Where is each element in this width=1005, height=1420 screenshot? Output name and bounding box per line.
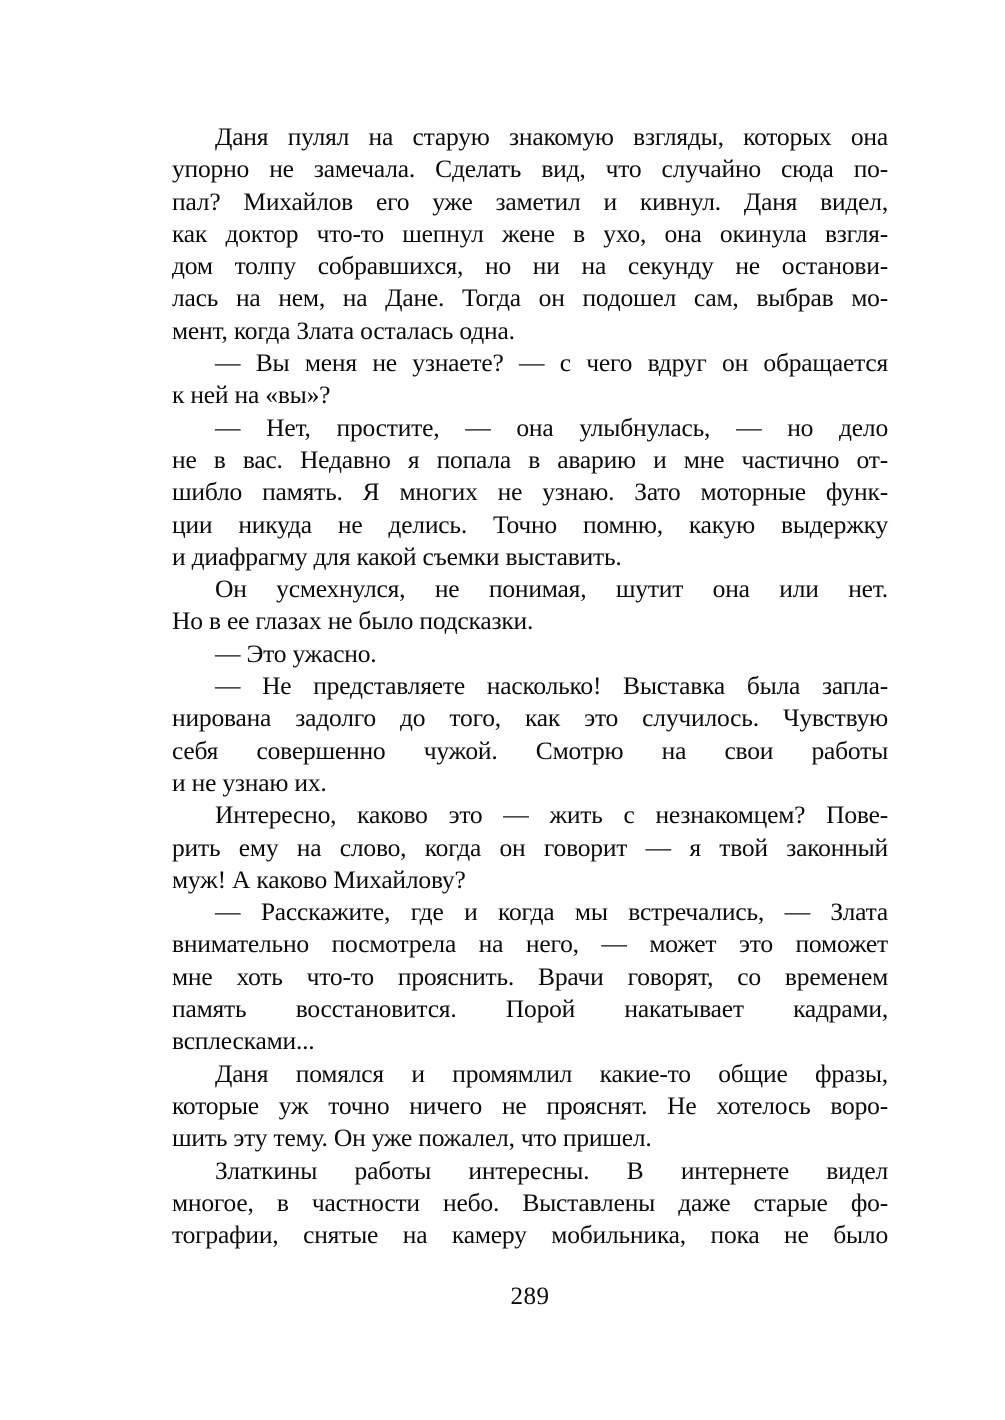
text-line: — Расскажите, где и когда мы встречались, — Злата <box>215 897 888 927</box>
text-line: — Вы меня не узнаете? — с чего вдруг он обращается <box>215 348 888 378</box>
paragraph <box>172 121 888 347</box>
text-line: упорно не замечала. Сделать вид, что случайно сюда по- <box>172 154 888 184</box>
text-line: как доктор что-то шепнул жене в ухо, она окинула взгля- <box>172 218 888 248</box>
text-line: шить эту тему. Он уже пожалел, что пришел. <box>172 1123 652 1153</box>
text-line: многое, в частности небо. Выставлены даже старые фо- <box>172 1187 888 1217</box>
paragraph <box>172 573 888 638</box>
text-line: внимательно посмотрела на него, — может это поможет <box>172 929 888 959</box>
page-number: 289 <box>510 1283 550 1310</box>
text-line: муж! А каково Михайлову? <box>172 864 466 894</box>
text-line: мне хоть что-то прояснить. Врачи говорят, со временем <box>172 961 888 991</box>
text-line: мент, когда Злата осталась одна. <box>172 315 515 345</box>
text-line: не в вас. Недавно я попала в аварию и мне частично от- <box>172 444 888 474</box>
text-line: Златкины работы интересны. В интернете видел <box>215 1155 888 1185</box>
text-line: которые уж точно ничего не прояснят. Не хотелось воро- <box>172 1090 888 1120</box>
text-line: Даня пулял на старую знакомую взгляды, которых она <box>215 122 888 151</box>
text-line: дом толпу собравшихся, но ни на секунду не останови- <box>172 251 888 281</box>
text-line: ции никуда не делись. Точно помню, какую выдержку <box>172 509 888 539</box>
paragraph <box>172 670 888 799</box>
text-line: Интересно, каково это — жить с незнакомцем? Пове- <box>215 800 888 830</box>
text-line: тографии, снятые на камеру мобильника, пока не было <box>172 1220 888 1250</box>
text-line: — Это ужасно. <box>215 638 377 668</box>
text-line: шибло память. Я многих не узнаю. Зато моторные функ- <box>172 477 888 507</box>
text-line: — Не представляете насколько! Выставка была запла- <box>215 671 888 701</box>
text-line: память восстановится. Порой накатывает кадрами, <box>172 994 888 1024</box>
paragraph <box>172 1155 888 1252</box>
text-line: всплесками... <box>172 1026 315 1056</box>
text-line: пал? Михайлов его уже заметил и кивнул. Даня видел, <box>172 186 888 216</box>
paragraph <box>172 896 888 1057</box>
text-line: Но в ее глазах не было подсказки. <box>172 606 534 636</box>
paragraph <box>172 347 888 412</box>
text-line: Он усмехнулся, не понимая, шутит она или нет. <box>215 574 888 604</box>
text-line: и не узнаю их. <box>172 767 327 797</box>
paragraph <box>172 638 888 670</box>
text-line: нирована задолго до того, как это случилось. Чувствую <box>172 703 888 733</box>
text-line: и диафрагму для какой съемки выставить. <box>172 541 622 571</box>
text-line: — Нет, простите, — она улыбнулась, — но дело <box>215 412 888 442</box>
text-line: лась на нем, на Дане. Тогда он подошел сам, выбрав мо- <box>172 283 888 313</box>
paragraph <box>172 799 888 896</box>
text-line: рить ему на слово, когда он говорит — я твой законный <box>172 832 888 862</box>
text-line: к ней на «вы»? <box>172 380 331 410</box>
page-text <box>172 121 888 1251</box>
text-line: себя совершенно чужой. Смотрю на свои работы <box>172 735 888 765</box>
text-line: Даня помялся и промямлил какие-то общие фразы, <box>215 1058 888 1088</box>
paragraph <box>172 1058 888 1155</box>
paragraph <box>172 412 888 573</box>
